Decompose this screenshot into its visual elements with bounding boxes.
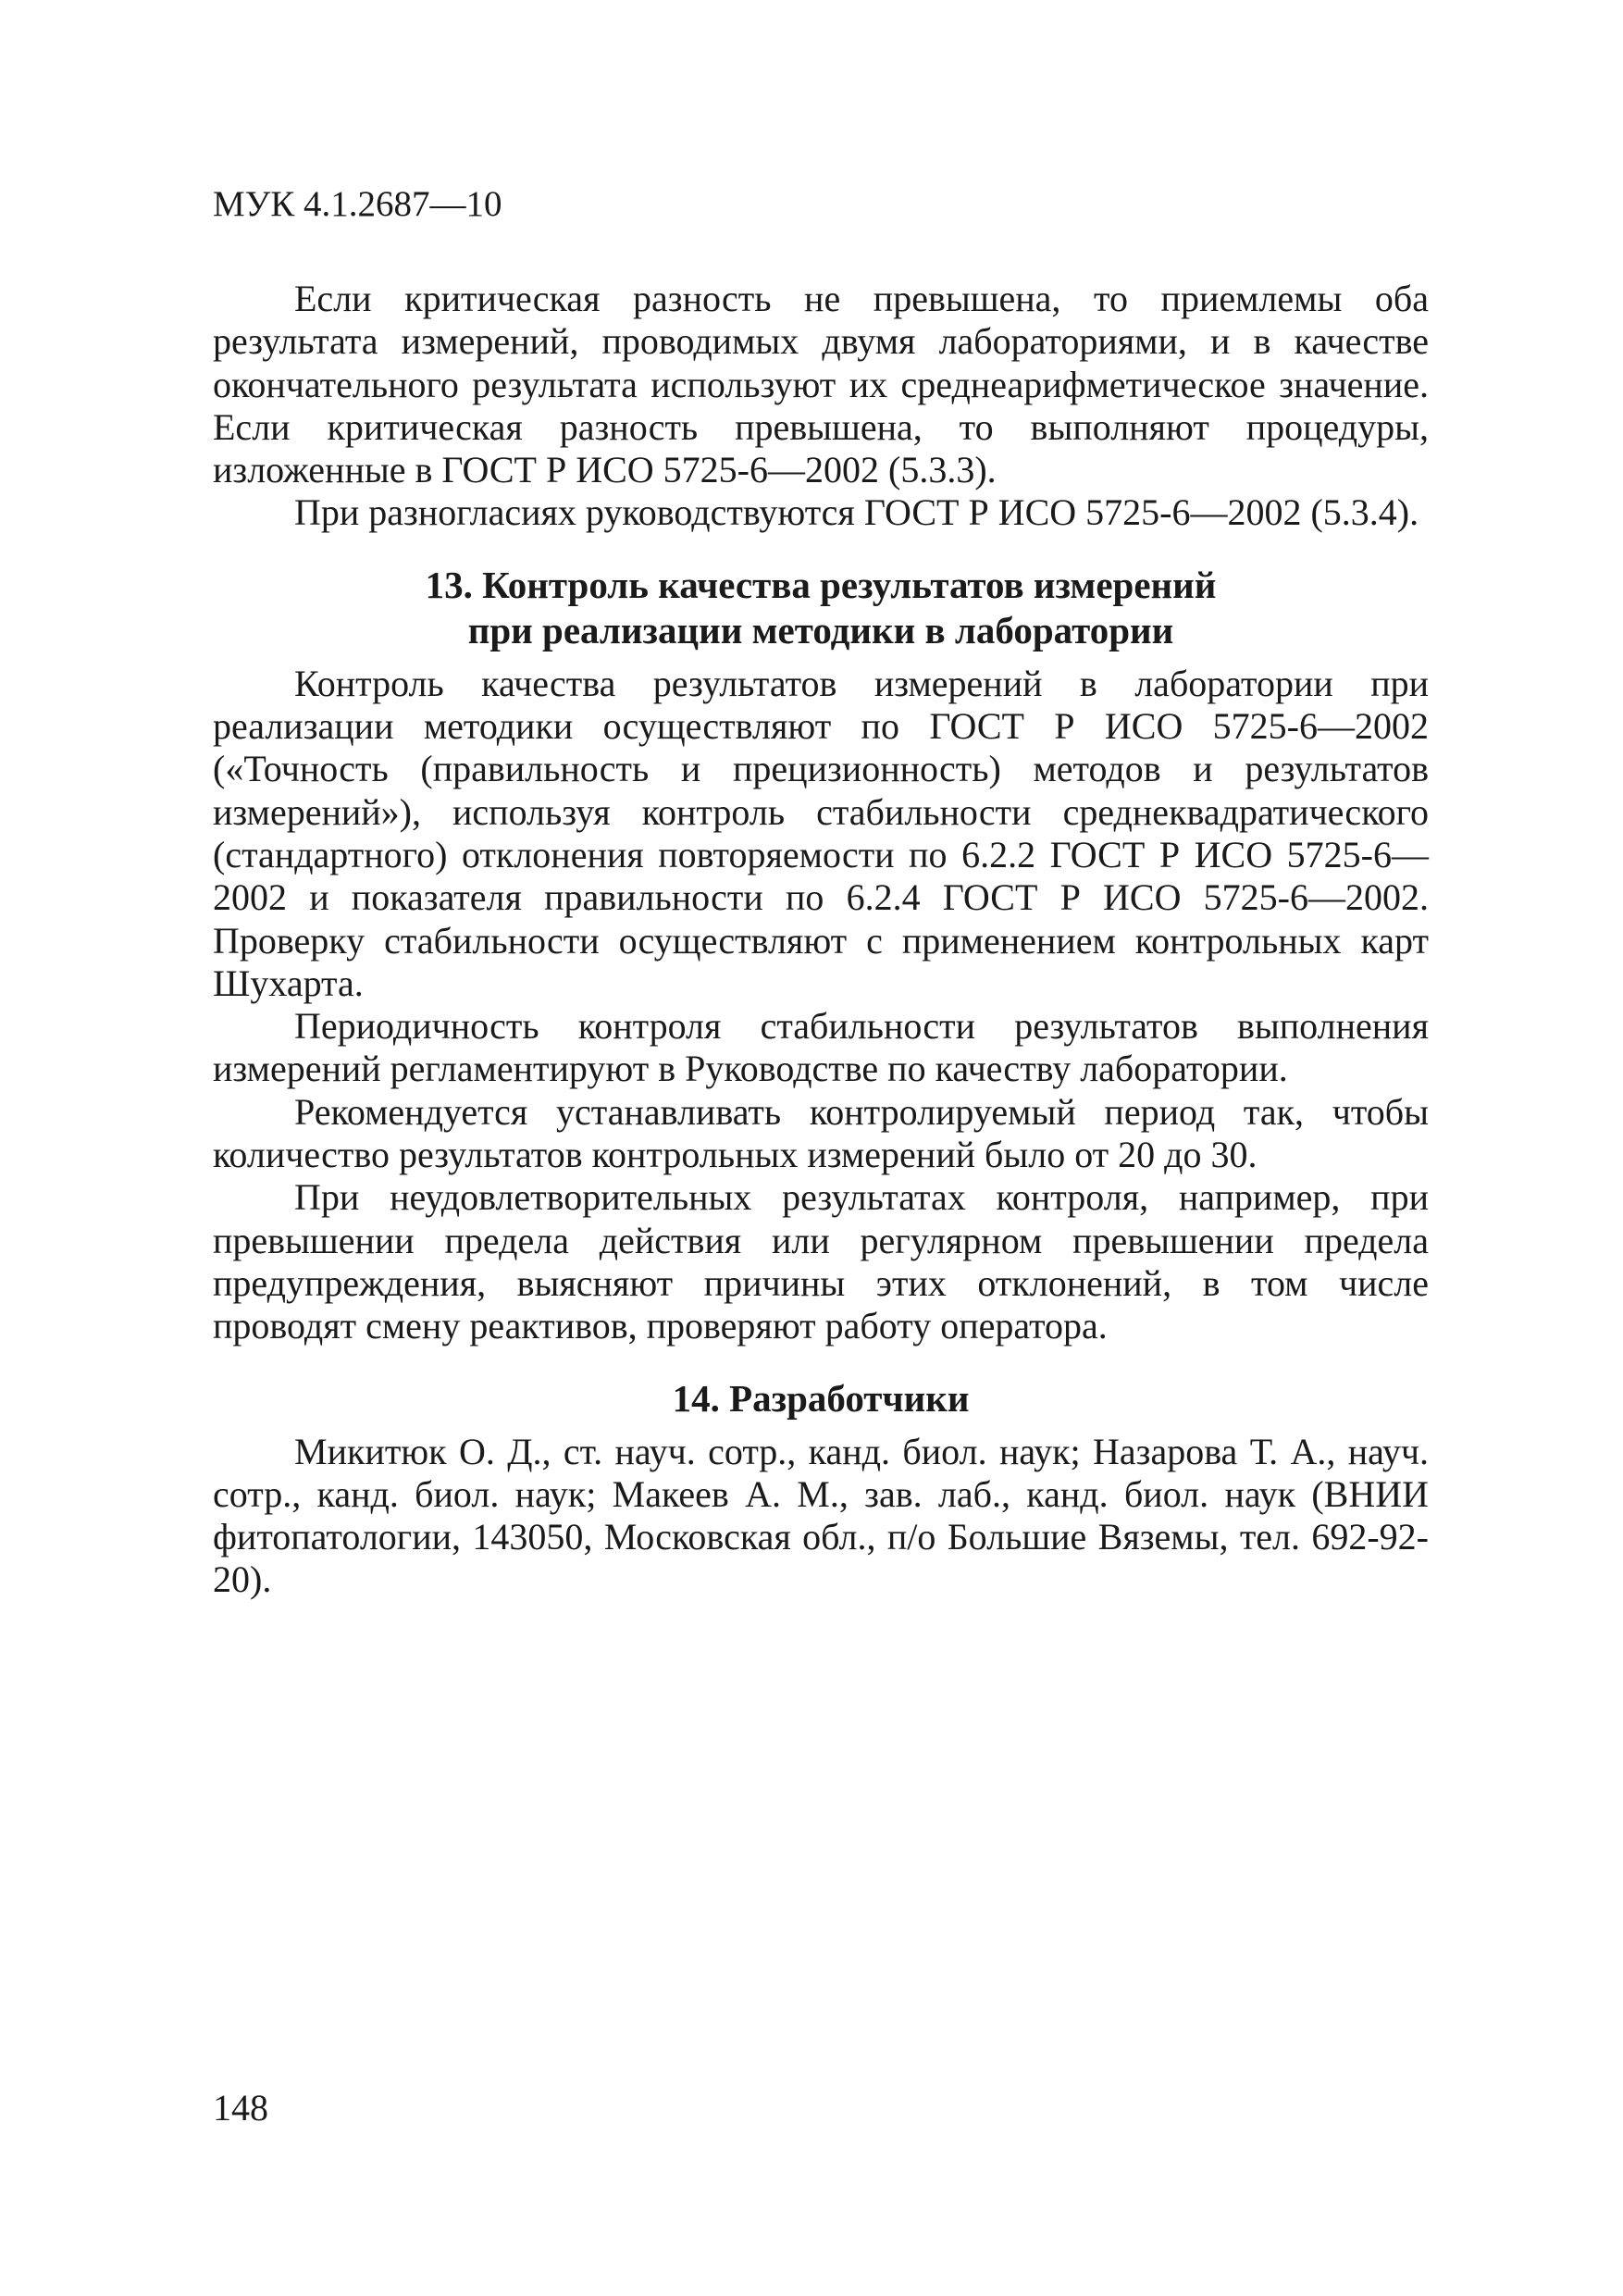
- section-13-heading: [213, 563, 1429, 653]
- section-13-paragraph: Контроль качества результатов измерений в лаборатории при реализации методики осуществляют по ГОСТ Р ИСО 5725-6—2002 («Точность (правильность и прецизионность) методов и результатов измерений»), используя контроль стабильности среднеквадратического (стандартного) отклонения повторяемости по 6.2.2 ГОСТ Р ИСО 5725-6—2002 и показателя правильности по 6.2.4 ГОСТ Р ИСО 5725-6—2002. Проверку стабильности осуществляют с применением контрольных карт Шухарта.: [213, 662, 1429, 1004]
- page-content: [213, 278, 1429, 1602]
- section-13-paragraph: Рекомендуется устанавливать контролируемый период так, чтобы количество результатов контрольных измерений было от 20 до 30.: [213, 1090, 1429, 1176]
- section-13-heading-line: при реализации методики в лаборатории: [467, 608, 1174, 652]
- section-14-paragraph: Микитюк О. Д., ст. науч. сотр., канд. биол. наук; Назарова Т. А., науч. сотр., канд. биол. наук; Макеев А. М., зав. лаб., канд. биол. наук (ВНИИ фитопатологии, 143050, Московская обл., п/о Большие Вяземы, тел. 692-92-20).: [213, 1430, 1429, 1601]
- section-13-paragraph: При неудовлетворительных результатах контроля, например, при превышении предела действия или регулярном превышении предела предупреждения, выясняют причины этих отклонений, в том числе проводят смену реактивов, проверяют работу оператора.: [213, 1176, 1429, 1347]
- page-number: 148: [213, 2087, 268, 2128]
- section-13-paragraph: Периодичность контроля стабильности результатов выполнения измерений регламентируют в Руководстве по качеству лаборатории.: [213, 1005, 1429, 1090]
- intro-paragraph: При разногласиях руководствуются ГОСТ Р ИСО 5725-6—2002 (5.3.4).: [294, 491, 1419, 534]
- section-14-heading: 14. Разработчики: [672, 1376, 970, 1420]
- running-header: МУК 4.1.2687—10: [213, 184, 502, 224]
- section-13-heading-line: 13. Контроль качества результатов измерений: [425, 563, 1217, 606]
- intro-paragraph: Если критическая разность не превышена, то приемлемы оба результата измерений, проводимых двумя лабораториями, и в качестве окончательного результата используют их среднеарифметическое значение. Если критическая разность превышена, то выполняют процедуры, изложенные в ГОСТ Р ИСО 5725-6—2002 (5.3.3).: [213, 278, 1429, 491]
